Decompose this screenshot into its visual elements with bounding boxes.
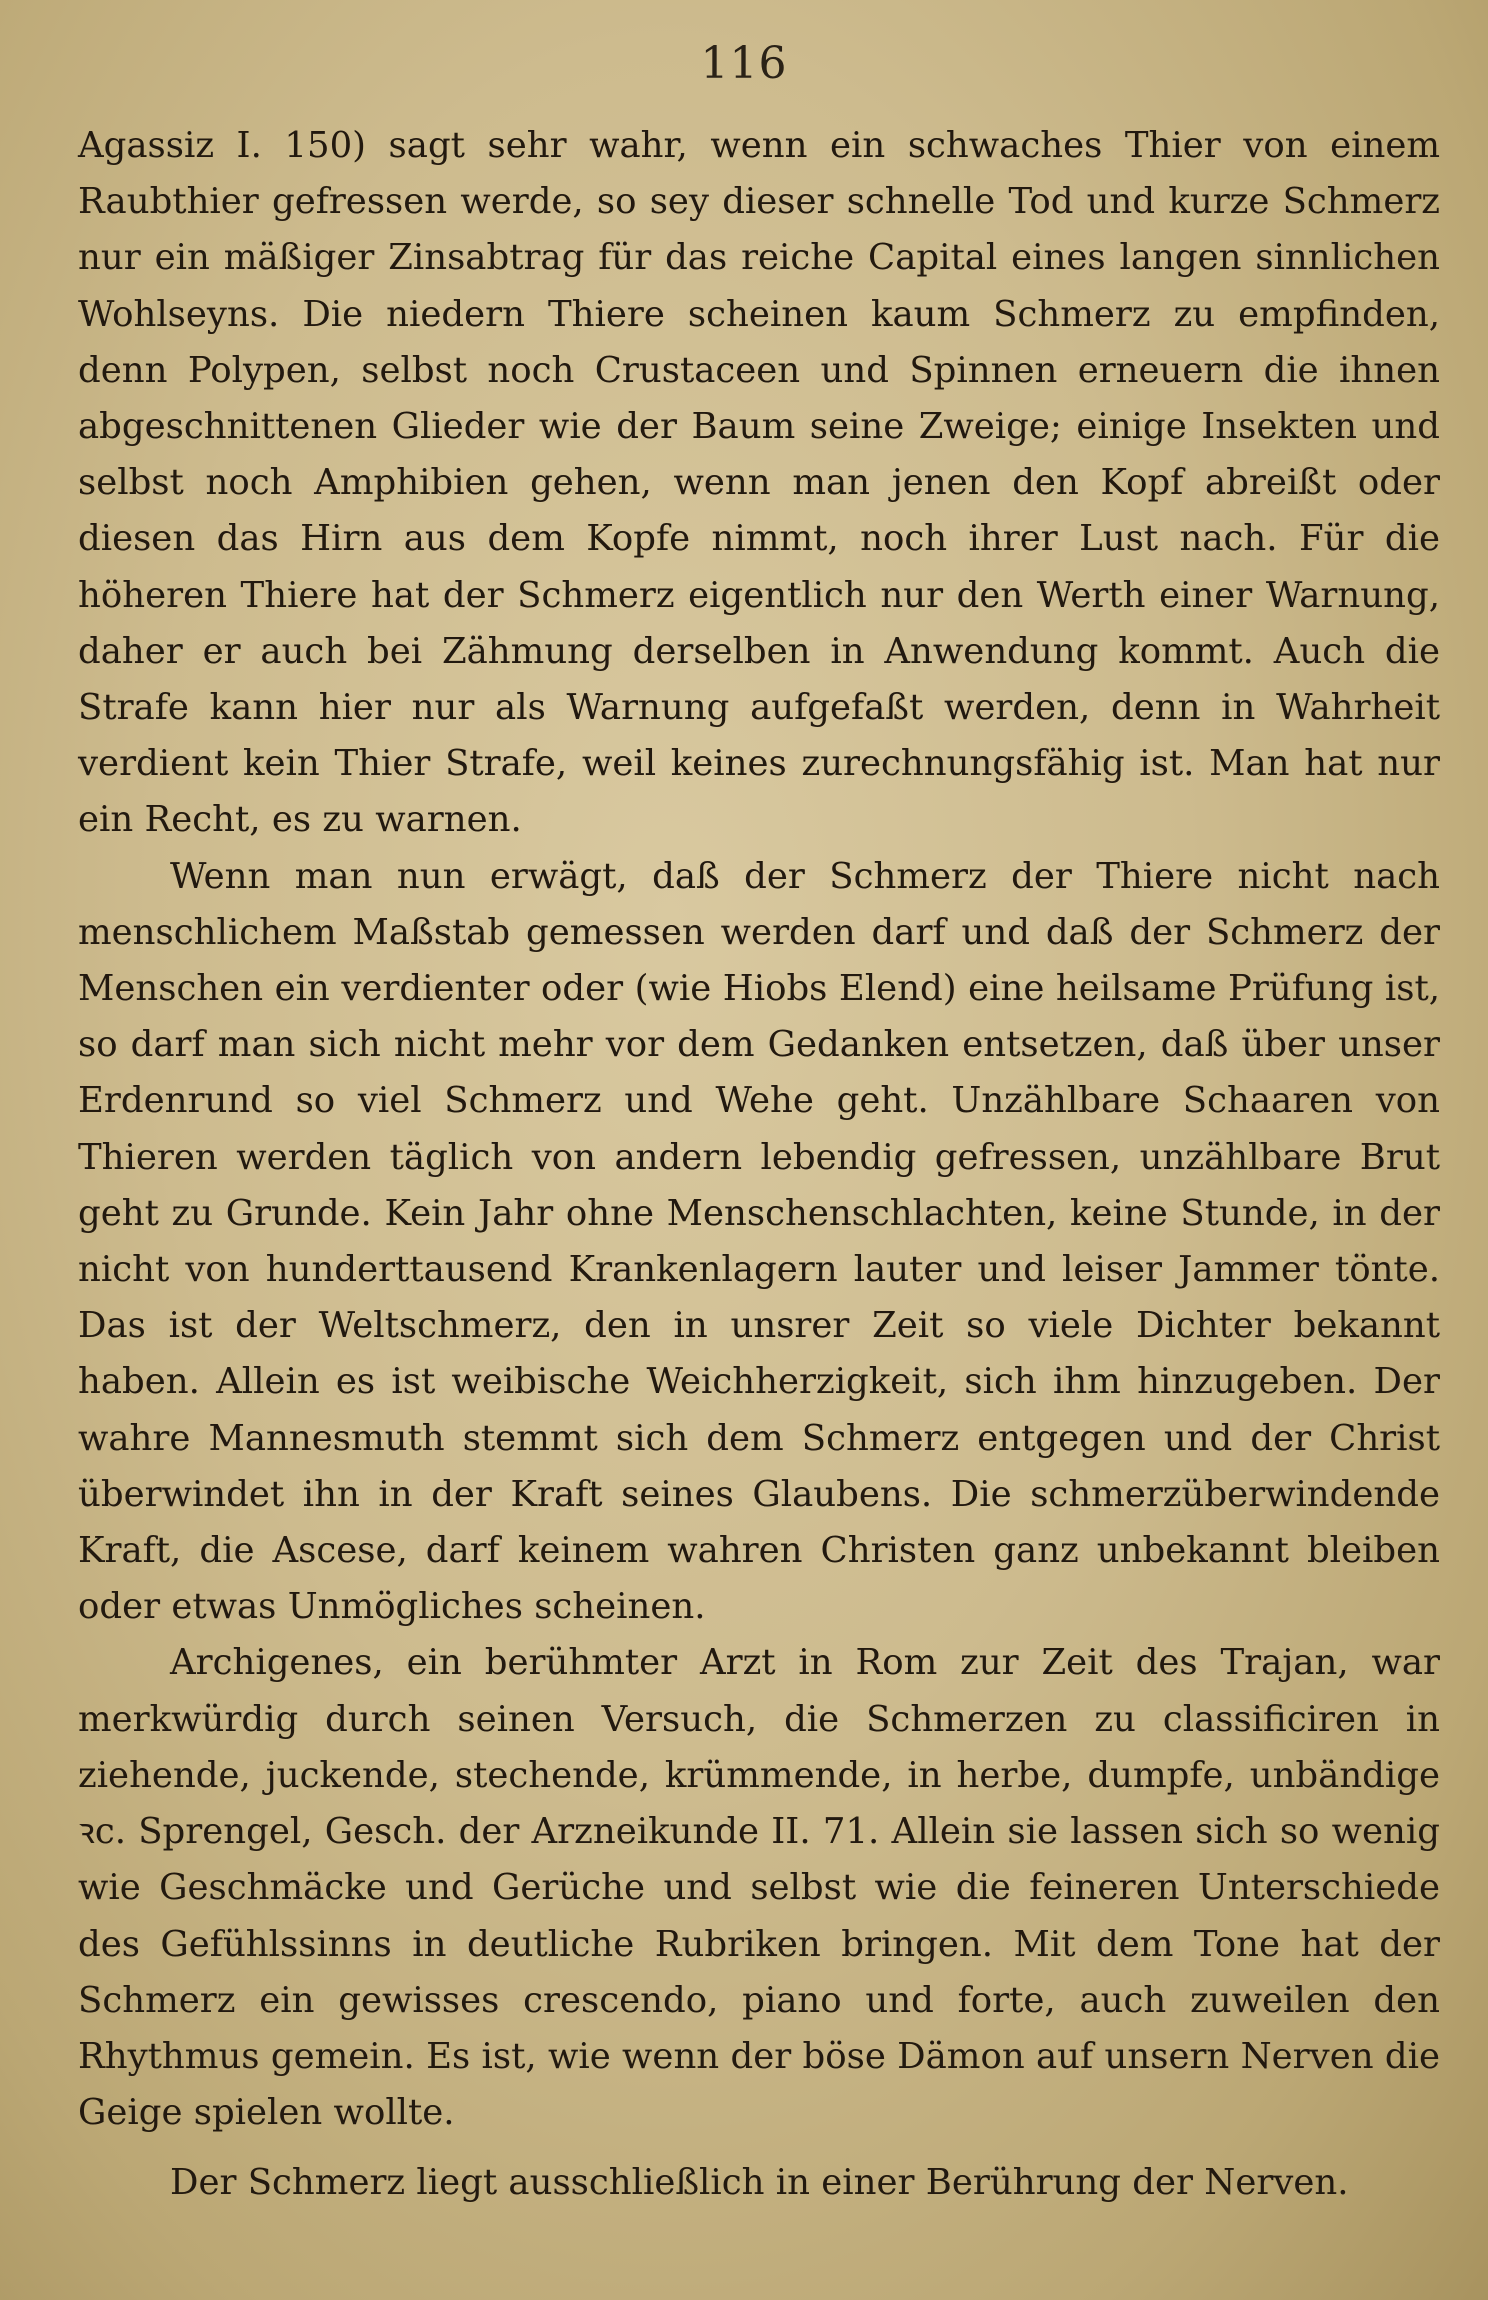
paragraph-weltschmerz: Wenn man nun erwägt, daß der Schmerz der Thiere nicht nach menschlichem Maßstab gemessen werden darf und daß der Schmerz der Menschen ein verdienter oder (wie Hiobs Elend) eine heilsame Prüfung ist, so darf man sich nicht mehr vor dem Gedanken entsetzen, daß über unser Erdenrund so viel Schmerz und Wehe geht. Unzählbare Schaaren von Thieren werden täglich von andern lebendig gefressen, unzählbare Brut geht zu Grunde. Kein Jahr ohne Menschenschlachten, keine Stunde, in der nicht von hunderttausend Krankenlagern lauter und leiser Jammer tönte. Das ist der Weltschmerz, den in unsrer Zeit so viele Dichter bekannt haben. Allein es ist weibische Weichherzigkeit, sich ihm hinzugeben. Der wahre Mannesmuth stemmt sich dem Schmerz entgegen und der Christ überwindet ihn in der Kraft seines Glaubens. Die schmerzüberwindende Kraft, die Ascese, darf keinem wahren Christen ganz unbekannt bleiben oder etwas Unmögliches scheinen.	[78, 855, 1440, 1628]
paragraph-continuation: Agassiz I. 150) sagt sehr wahr, wenn ein schwaches Thier von einem Raubthier gefressen werde, so sey dieser schnelle Tod und kurze Schmerz nur ein mäßiger Zinsabtrag für das reiche Capital eines langen sinnlichen Wohlseyns. Die niedern Thiere scheinen kaum Schmerz zu empfinden, denn Polypen, selbst noch Crustaceen und Spinnen erneuern die ihnen abgeschnittenen Glieder wie der Baum seine Zweige; einige Insekten und selbst noch Amphibien gehen, wenn man jenen den Kopf abreißt oder diesen das Hirn aus dem Kopfe nimmt, noch ihrer Lust nach. Für die höheren Thiere hat der Schmerz eigentlich nur den Werth einer Warnung, daher er auch bei Zähmung derselben in Anwendung kommt. Auch die Strafe kann hier nur als Warnung aufgefaßt werden, denn in Wahrheit verdient kein Thier Strafe, weil keines zurechnungsfähig ist. Man hat nur ein Recht, es zu warnen.	[78, 125, 1440, 841]
paragraph-nerves: Der Schmerz liegt ausschließlich in einer Berührung der Nerven.	[170, 2162, 1349, 2204]
page-number: 116	[700, 38, 788, 89]
body-text	[78, 118, 1440, 2212]
paragraph-archigenes: Archigenes, ein berühmter Arzt in Rom zur Zeit des Trajan, war merkwürdig durch seinen Versuch, die Schmerzen zu classificiren in ziehende, juckende, stechende, krümmende, in herbe, dumpfe, unbändige ꝛc. Sprengel, Gesch. der Arzneikunde II. 71. Allein sie lassen sich so wenig wie Geschmäcke und Gerüche und selbst wie die feineren Unterschiede des Gefühlssinns in deutliche Rubriken bringen. Mit dem Tone hat der Schmerz ein gewisses crescendo, piano und forte, auch zuweilen den Rhythmus gemein. Es ist, wie wenn der böse Dämon auf unsern Nerven die Geige spielen wollte.	[78, 1642, 1440, 2134]
